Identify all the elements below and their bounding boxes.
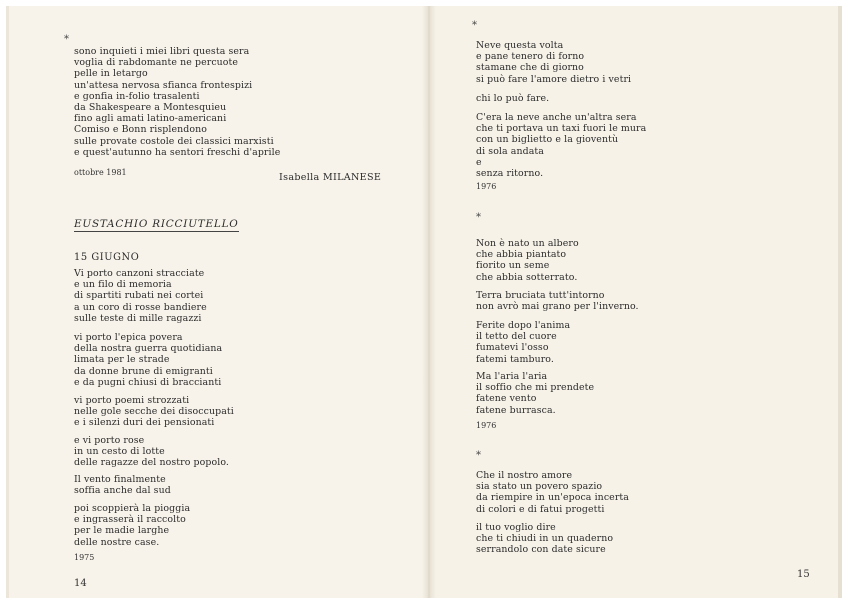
poem-line: non avrò mai grano per l'inverno. xyxy=(476,301,639,313)
poem3-stanza-2 xyxy=(476,93,549,104)
poem-line: delle nostre case. xyxy=(74,536,160,548)
poem-line: e xyxy=(476,156,482,168)
poem-line: in un cesto di lotte xyxy=(74,446,165,458)
poem-line: e vi porto rose xyxy=(74,435,145,446)
poem4-stanza-3 xyxy=(476,320,570,365)
poem-line: e un filo di memoria xyxy=(74,279,172,291)
poem4-stanza-1 xyxy=(476,238,579,283)
poem-line: che ti chiudi in un quaderno xyxy=(476,533,614,545)
poem-line: senza ritorno. xyxy=(476,168,544,180)
poem2-stanza-6 xyxy=(74,503,190,548)
poem-line: sia stato un povero spazio xyxy=(476,481,603,493)
poem4-stanza-2 xyxy=(476,290,639,312)
poem-line: fino agli amati latino-americani xyxy=(74,113,227,125)
poem-line: soffia anche dal sud xyxy=(74,485,171,497)
poem3-date: 1976 xyxy=(476,182,497,191)
poem4-date: 1976 xyxy=(476,421,497,430)
poem-line: poi scoppierà la pioggia xyxy=(74,503,191,514)
poem-line: fatene vento xyxy=(476,393,537,405)
poem-line: fumatevi l'osso xyxy=(476,342,549,354)
poem-line: il tuo voglio dire xyxy=(476,522,556,533)
poem-line: vi porto poemi strozzati xyxy=(74,395,190,406)
poem-line: Ferite dopo l'anima xyxy=(476,320,571,331)
poem-line: limata per le strade xyxy=(74,354,170,366)
poem-line: sulle provate costole dei classici marxisti xyxy=(74,135,274,147)
poem-line: da riempire in un'epoca incerta xyxy=(476,492,629,504)
book-gutter xyxy=(422,6,436,598)
poem2-stanza-1 xyxy=(74,268,207,324)
poem-line: chi lo può fare. xyxy=(476,93,550,104)
poem1-author: Isabella MILANESE xyxy=(279,172,382,183)
poem-line: fiorito un seme xyxy=(476,260,550,272)
poem-line: di spartiti rubati nei cortei xyxy=(74,290,204,302)
poem-line: e i silenzi duri dei pensionati xyxy=(74,417,215,429)
poem-line: di sola andata xyxy=(476,145,544,157)
poem4-stanza-4 xyxy=(476,371,594,416)
poem-line: con un biglietto e la gioventù xyxy=(476,134,619,146)
poem-line: pelle in letargo xyxy=(74,68,148,80)
poem-line: e pane tenero di forno xyxy=(476,51,585,63)
poem5-stanza-1 xyxy=(476,470,629,515)
poem2-stanza-2 xyxy=(74,332,222,388)
poem3-mark: * xyxy=(472,20,477,31)
poem-line: Neve questa volta xyxy=(476,40,564,51)
poem-line: e ingrasserà il raccolto xyxy=(74,514,186,526)
poem-line: Il vento finalmente xyxy=(74,474,166,485)
poem-line: e quest'autunno ha sentori freschi d'aprile xyxy=(74,146,281,158)
poem-line: un'attesa nervosa sfianca frontespizi xyxy=(74,79,253,91)
poem-line: voglia di rabdomante ne percuote xyxy=(74,57,239,69)
poem-line: Terra bruciata tutt'intorno xyxy=(476,290,605,301)
poem-line: e da pugni chiusi di braccianti xyxy=(74,376,222,388)
poem-line: delle ragazze del nostro popolo. xyxy=(74,457,229,469)
poem-line: della nostra guerra quotidiana xyxy=(74,343,223,355)
poem-line: Ma l'aria l'aria xyxy=(476,371,548,382)
poem-line: il soffio che mi prendete xyxy=(476,382,595,394)
poem3-stanza-3 xyxy=(476,112,646,179)
poem1-mark: * xyxy=(64,34,69,45)
poem-line: il tetto del cuore xyxy=(476,331,557,343)
poem2-title: 15 GIUGNO xyxy=(74,252,140,263)
poem-line: che abbia piantato xyxy=(476,249,567,261)
poem-line: si può fare l'amore dietro i vetri xyxy=(476,73,632,85)
poem-line: fatemi tamburo. xyxy=(476,353,554,365)
poem-line: nelle gole secche dei disoccupati xyxy=(74,406,234,418)
poem-line: da Shakespeare a Montesquieu xyxy=(74,102,227,114)
page-edge-right xyxy=(838,6,842,598)
poem-line: e gonfia in-folio trasalenti xyxy=(74,90,200,102)
poem1-date: ottobre 1981 xyxy=(74,168,127,177)
poem1-body xyxy=(74,46,280,158)
poem-line: Vi porto canzoni stracciate xyxy=(74,268,205,279)
poem-line: Che il nostro amore xyxy=(476,470,573,481)
poem-line: che abbia sotterrato. xyxy=(476,271,578,283)
poem-line: C'era la neve anche un'altra sera xyxy=(476,112,637,123)
poem-line: vi porto l'epica povera xyxy=(74,332,183,343)
poem-line: per le madie larghe xyxy=(74,525,170,537)
section-author-heading: EUSTACHIO RICCIUTELLO xyxy=(74,218,239,230)
poem-line: sono inquieti i miei libri questa sera xyxy=(74,46,250,57)
poem5-stanza-2 xyxy=(476,522,613,556)
poem2-date: 1975 xyxy=(74,553,95,562)
page-number-left: 14 xyxy=(74,578,87,589)
poem-line: a un coro di rosse bandiere xyxy=(74,301,207,313)
poem-line: fatene burrasca. xyxy=(476,404,556,416)
poem-line: serrandolo con date sicure xyxy=(476,544,606,556)
poem-line: Comiso e Bonn risplendono xyxy=(74,124,207,136)
poem-line: stamane che di giorno xyxy=(476,62,584,74)
poem-line: sulle teste di mille ragazzi xyxy=(74,312,202,324)
page-number-right: 15 xyxy=(797,569,810,580)
poem-line: di colori e di fatui progetti xyxy=(476,503,605,515)
poem2-stanza-4 xyxy=(74,435,229,469)
poem3-stanza-1 xyxy=(476,40,631,85)
page-edge-left xyxy=(6,6,9,598)
poem-line: che ti portava un taxi fuori le mura xyxy=(476,123,647,135)
poem5-mark: * xyxy=(476,450,481,461)
poem2-stanza-3 xyxy=(74,395,234,429)
poem-line: Non è nato un albero xyxy=(476,238,579,249)
poem4-mark: * xyxy=(476,212,481,223)
poem2-stanza-5 xyxy=(74,474,171,496)
poem-line: da donne brune di emigranti xyxy=(74,365,213,377)
